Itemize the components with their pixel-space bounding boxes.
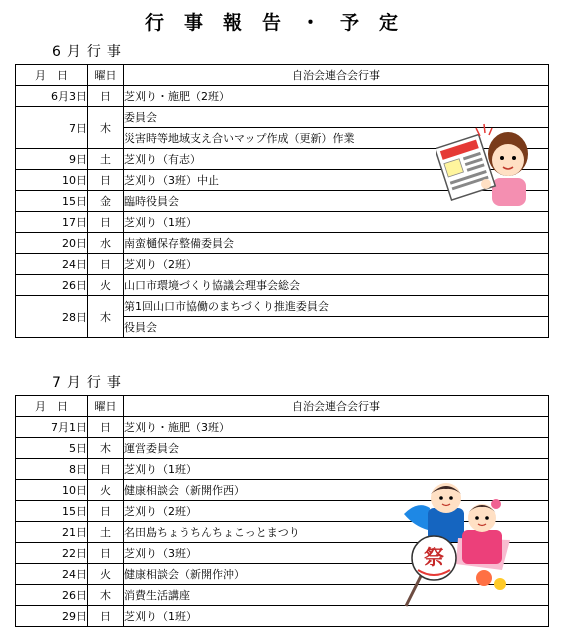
weekday-cell: 木 xyxy=(88,438,124,459)
festival-children-illustration xyxy=(398,478,518,610)
date-cell: 24日 xyxy=(16,254,88,275)
header-day: 曜日 xyxy=(88,396,124,417)
date-cell: 26日 xyxy=(16,585,88,606)
weekday-cell: 水 xyxy=(88,233,124,254)
event-cell: 第1回山口市協働のまちづくり推進委員会 xyxy=(124,296,549,317)
event-cell: 南蛮樋保存整備委員会 xyxy=(124,233,549,254)
weekday-cell: 火 xyxy=(88,480,124,501)
weekday-cell: 日 xyxy=(88,459,124,480)
weekday-cell: 木 xyxy=(88,107,124,149)
event-cell: 消費生活講座 xyxy=(124,585,549,606)
date-cell: 20日 xyxy=(16,233,88,254)
page-title: 行事報告・予定 xyxy=(144,12,418,34)
date-cell: 26日 xyxy=(16,275,88,296)
header-events: 自治会連合会行事 xyxy=(124,396,549,417)
event-cell: 芝刈り（有志） xyxy=(124,149,549,170)
weekday-cell: 木 xyxy=(88,585,124,606)
event-cell: 委員会 xyxy=(124,107,549,128)
weekday-cell: 木 xyxy=(88,296,124,338)
date-cell: 7月1日 xyxy=(16,417,88,438)
date-cell: 15日 xyxy=(16,191,88,212)
weekday-cell: 火 xyxy=(88,275,124,296)
event-cell: 役員会 xyxy=(124,317,549,338)
weekday-cell: 日 xyxy=(88,606,124,627)
event-cell: 芝刈り（1班） xyxy=(124,212,549,233)
date-cell: 5日 xyxy=(16,438,88,459)
date-cell: 8日 xyxy=(16,459,88,480)
table-row xyxy=(16,417,549,438)
table-row xyxy=(16,212,549,233)
header-events: 自治会連合会行事 xyxy=(124,65,549,86)
weekday-cell: 火 xyxy=(88,564,124,585)
event-cell: 芝刈り（1班） xyxy=(124,459,549,480)
date-cell: 7日 xyxy=(16,107,88,149)
event-cell: 芝刈り（2班） xyxy=(124,501,549,522)
date-cell: 24日 xyxy=(16,564,88,585)
weekday-cell: 日 xyxy=(88,501,124,522)
header-day: 曜日 xyxy=(88,65,124,86)
event-cell: 健康相談会（新開作沖） xyxy=(124,564,549,585)
table-row xyxy=(16,459,549,480)
event-cell: 山口市環境づくり協議会理事会総会 xyxy=(124,275,549,296)
event-cell: 健康相談会（新開作西） xyxy=(124,480,549,501)
date-cell: 9日 xyxy=(16,149,88,170)
weekday-cell: 日 xyxy=(88,86,124,107)
date-cell: 21日 xyxy=(16,522,88,543)
event-cell: 運営委員会 xyxy=(124,438,549,459)
event-cell: 芝刈り・施肥（2班） xyxy=(124,86,549,107)
table-row xyxy=(16,296,549,317)
table-row xyxy=(16,233,549,254)
july-heading: 7月行事 xyxy=(52,375,127,391)
table-row xyxy=(16,275,549,296)
weekday-cell: 土 xyxy=(88,522,124,543)
weekday-cell: 日 xyxy=(88,417,124,438)
date-cell: 15日 xyxy=(16,501,88,522)
weekday-cell: 日 xyxy=(88,212,124,233)
event-cell: 芝刈り（3班）中止 xyxy=(124,170,549,191)
date-cell: 28日 xyxy=(16,296,88,338)
date-cell: 10日 xyxy=(16,170,88,191)
event-cell: 芝刈り・施肥（3班） xyxy=(124,417,549,438)
weekday-cell: 日 xyxy=(88,254,124,275)
table-row xyxy=(16,438,549,459)
event-cell: 芝刈り（2班） xyxy=(124,254,549,275)
event-cell: 臨時役員会 xyxy=(124,191,549,212)
date-cell: 6月3日 xyxy=(16,86,88,107)
festival-kanji: 祭 xyxy=(424,545,444,569)
date-cell: 29日 xyxy=(16,606,88,627)
weekday-cell: 日 xyxy=(88,170,124,191)
weekday-cell: 日 xyxy=(88,543,124,564)
date-cell: 17日 xyxy=(16,212,88,233)
event-cell: 芝刈り（3班） xyxy=(124,543,549,564)
table-row xyxy=(16,254,549,275)
date-cell: 22日 xyxy=(16,543,88,564)
girl-reading-newsletter-illustration xyxy=(436,122,536,208)
table-header-row xyxy=(16,65,549,86)
weekday-cell: 土 xyxy=(88,149,124,170)
date-cell: 10日 xyxy=(16,480,88,501)
table-row xyxy=(16,86,549,107)
event-cell: 災害時等地域支え合いマップ作成（更新）作業 xyxy=(124,128,549,149)
header-date: 月 日 xyxy=(16,396,88,417)
table-header-row xyxy=(16,396,549,417)
event-cell: 芝刈り（1班） xyxy=(124,606,549,627)
weekday-cell: 金 xyxy=(88,191,124,212)
event-cell: 名田島ちょうちんちょこっとまつり xyxy=(124,522,549,543)
header-date: 月 日 xyxy=(16,65,88,86)
june-heading: 6月行事 xyxy=(52,44,127,60)
